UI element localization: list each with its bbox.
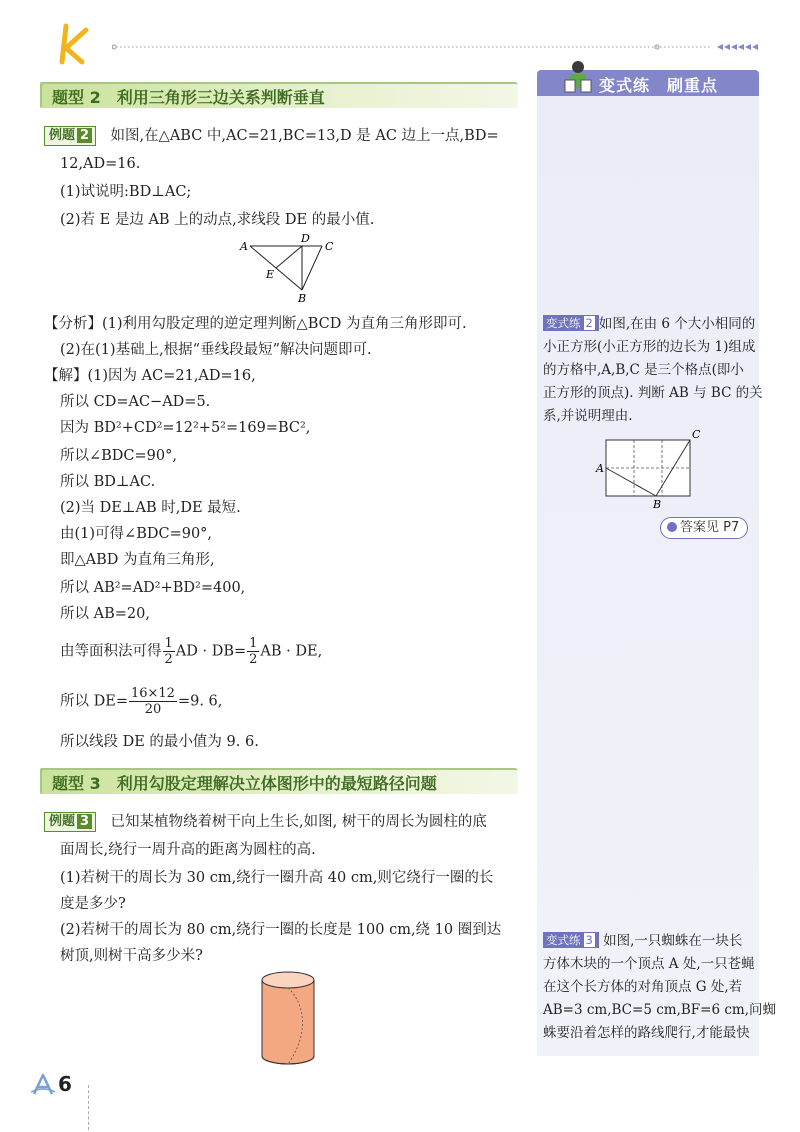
example-3-tag: 例题 3 bbox=[44, 812, 96, 832]
example-3-line2: 面周长,绕行一周升高的距离为圆柱的高. bbox=[60, 842, 316, 858]
section-3-title: 题型 3 利用勾股定理解决立体图形中的最短路径问题 bbox=[52, 774, 437, 793]
k-logo-icon bbox=[58, 22, 92, 66]
solution-line1: 【解】(1)因为 AC=21,AD=16, bbox=[44, 368, 256, 384]
sidebar-ex2-line4: 正方形的顶点). 判断 AB 与 BC 的关 bbox=[543, 385, 763, 401]
key-icon bbox=[667, 522, 677, 532]
example-2-line2: 12,AD=16. bbox=[60, 156, 141, 172]
sidebar-ex3-line3: 在这个长方体的对角顶点 G 处,若 bbox=[543, 979, 743, 995]
grid-label-a: A bbox=[596, 462, 604, 475]
sidebar-ex3-line5: 蛛要沿着怎样的路线爬行,才能最快 bbox=[543, 1025, 750, 1041]
example-3-line1: 例题 3 已知某植物绕着树干向上生长,如图, 树干的周长为圆柱的底 bbox=[44, 812, 487, 832]
sidebar-title: 变式练 刷重点 bbox=[599, 76, 719, 95]
analysis-line2: (2)在(1)基础上,根据“垂线段最短”解决问题即可. bbox=[60, 342, 372, 358]
grid-figure bbox=[594, 428, 706, 512]
example-2-line1: 例题 2 如图,在△ABC 中,AC=21,BC=13,D 是 AC 边上一点,BD= bbox=[44, 126, 499, 146]
solution-line5: 所以 BD⊥AC. bbox=[60, 474, 156, 490]
example-2-question1: (1)试说明:BD⊥AC; bbox=[60, 184, 192, 200]
analysis-line1: 【分析】(1)利用勾股定理的逆定理判断△BCD 为直角三角形即可. bbox=[44, 316, 467, 332]
example-3-q2-line1: (2)若树干的周长为 80 cm,绕行一圈的长度是 100 cm,绕 10 圈到达 bbox=[60, 922, 502, 938]
grid-label-c: C bbox=[692, 428, 701, 441]
sidebar-ex3-line2: 方体木块的一个顶点 A 处,一只苍蝇 bbox=[543, 956, 755, 972]
solution-line4: 所以∠BDC=90°, bbox=[60, 448, 177, 464]
footer-rule bbox=[88, 1085, 89, 1130]
page-number: 6 bbox=[58, 1072, 72, 1096]
answer-reference-badge: 答案见 P7 bbox=[660, 517, 748, 539]
cylinder-figure bbox=[258, 970, 318, 1066]
sidebar-ex2-tag: 变式练 2 bbox=[543, 315, 599, 331]
solution-line7: 由(1)可得∠BDC=90°, bbox=[60, 526, 213, 542]
sidebar-ex3-tag: 变式练 3 bbox=[543, 932, 599, 948]
student-figure-icon bbox=[563, 60, 593, 96]
sidebar-ex2-line5: 系,并说明理由. bbox=[543, 408, 633, 424]
example-3-q1-line1: (1)若树干的周长为 30 cm,绕行一圈升高 40 cm,则它绕行一圈的长 bbox=[60, 870, 494, 886]
solution-line12: 所以 DE= $\frac{16\times 12}{20}$ =9. 6, bbox=[60, 686, 223, 717]
solution-line11: 由等面积法可得 $\frac{1}{2}$ AD · DB= $\frac{1}{2}$ AB · DE, bbox=[60, 636, 323, 667]
fig-label-d: D bbox=[301, 232, 310, 245]
fraction-half-1: $\frac{1}{2}$ bbox=[164, 636, 173, 667]
solution-line2: 所以 CD=AC−AD=5. bbox=[60, 394, 211, 410]
sidebar-ex2-line3: 的方格中,A,B,C 是三个格点(即小 bbox=[543, 362, 744, 378]
grid-label-b: B bbox=[653, 498, 662, 511]
section-2-title: 题型 2 利用三角形三边关系判断垂直 bbox=[52, 88, 325, 107]
section-2-title-bar bbox=[40, 82, 518, 108]
example-3-q1-line2: 度是多少? bbox=[60, 896, 126, 912]
header-dotted-line bbox=[112, 44, 762, 50]
fraction-half-2: $\frac{1}{2}$ bbox=[249, 636, 258, 667]
solution-line8: 即△ABD 为直角三角形, bbox=[60, 552, 215, 568]
fig-label-a: A bbox=[240, 240, 248, 253]
triangle-abc-figure bbox=[236, 232, 340, 304]
section-3-title-bar bbox=[40, 768, 518, 794]
fig-label-c: C bbox=[325, 240, 334, 253]
fig-label-e: E bbox=[266, 268, 275, 281]
fig-label-b: B bbox=[298, 292, 307, 304]
example-3-q2-line2: 树顶,则树干高多少米? bbox=[60, 948, 203, 964]
solution-line6: (2)当 DE⊥AB 时,DE 最短. bbox=[60, 500, 241, 516]
example-2-question2: (2)若 E 是边 AB 上的动点,求线段 DE 的最小值. bbox=[60, 212, 375, 228]
fraction-de: $\frac{16\times 12}{20}$ bbox=[130, 686, 175, 717]
solution-line13: 所以线段 DE 的最小值为 9. 6. bbox=[60, 734, 259, 750]
sidebar-panel bbox=[537, 96, 759, 1056]
sidebar-ex3-line4: AB=3 cm,BC=5 cm,BF=6 cm,问蜘 bbox=[543, 1002, 776, 1018]
solution-line9: 所以 AB²=AD²+BD²=400, bbox=[60, 580, 246, 596]
page-a-logo-icon bbox=[30, 1072, 56, 1098]
solution-line10: 所以 AB=20, bbox=[60, 606, 150, 622]
sidebar-ex3-line1: 变式练 3 如图,一只蜘蛛在一块长 bbox=[543, 930, 742, 953]
sidebar-ex2-line1: 变式练 2 如图,在由 6 个大小相同的 bbox=[543, 313, 755, 336]
solution-line3: 因为 BD²+CD²=12²+5²=169=BC², bbox=[60, 420, 311, 436]
sidebar-ex2-line2: 小正方形(小正方形的边长为 1)组成 bbox=[543, 339, 756, 355]
example-2-tag: 例题 2 bbox=[44, 126, 96, 146]
